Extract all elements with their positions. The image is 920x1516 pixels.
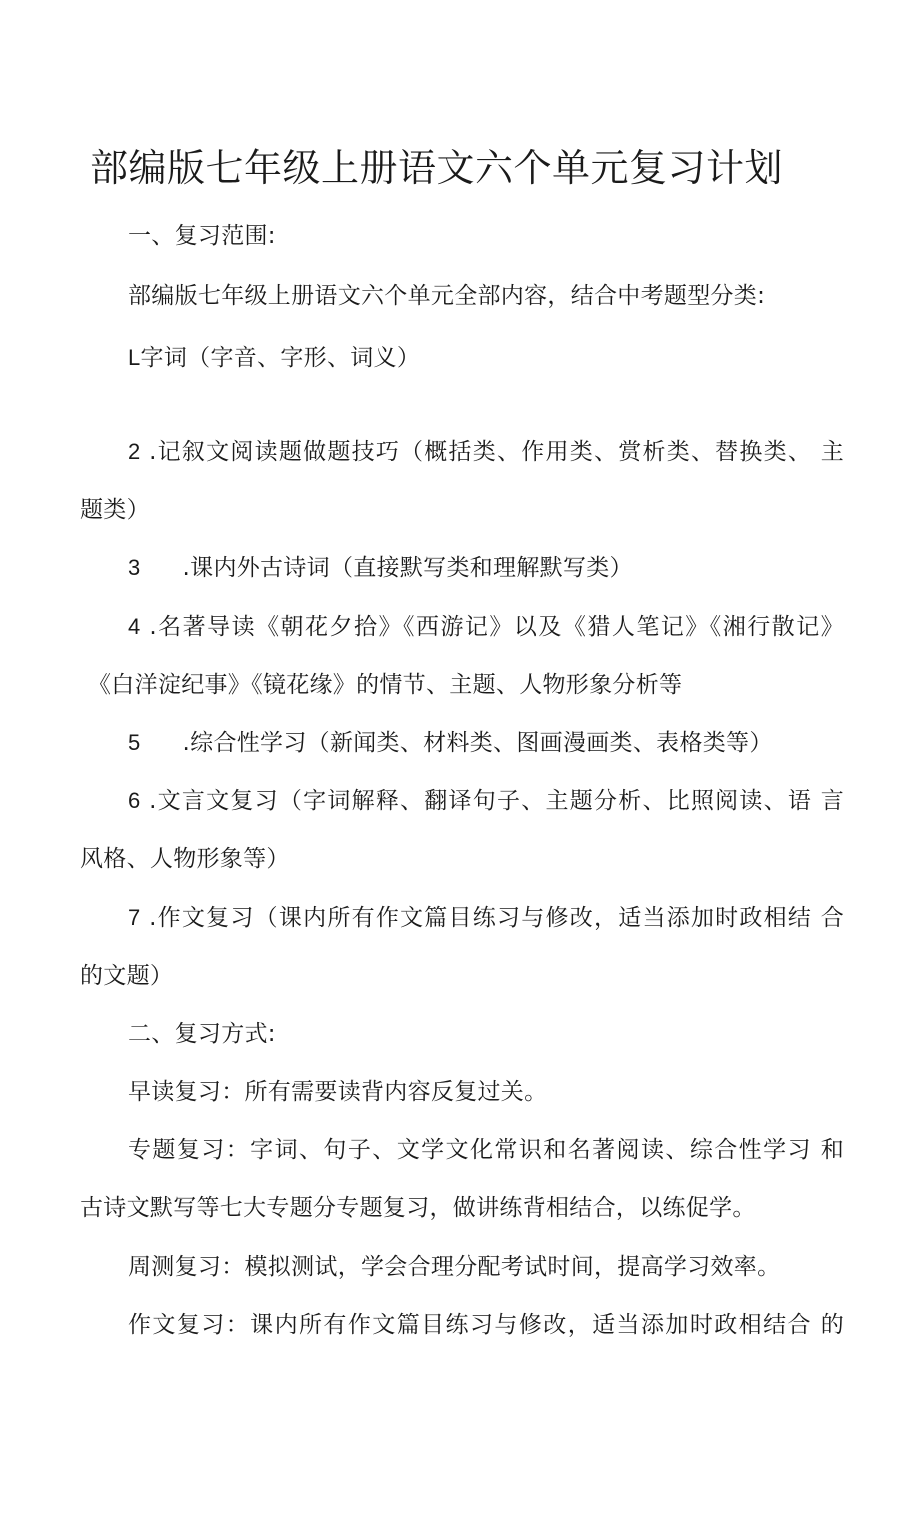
- item-text: 字词（字音、字形、词义）: [140, 345, 421, 371]
- item-text: .记叙文阅读题做题技巧（概括类、作用类、赏析类、替换类、 主: [149, 439, 844, 465]
- item-text: .名著导读《朝花夕拾》《西游记》以及《猎人笔记》《湘行散记》: [149, 614, 844, 640]
- item-continuation: 的文题）: [80, 963, 174, 989]
- item-continuation: 题类）: [80, 497, 150, 523]
- method-item: 作文复习：课内所有作文篇目练习与修改，适当添加时政相结合 的: [128, 1312, 844, 1338]
- document-title: 部编版七年级上册语文六个单元复习计划: [90, 146, 784, 190]
- list-item: [128, 553, 633, 583]
- item-number: 6: [128, 788, 141, 813]
- section-heading-methods: 二、复习方式:: [128, 1021, 276, 1047]
- item-number: 4: [128, 614, 141, 639]
- item-text: .文言文复习（字词解释、翻译句子、主题分析、比照阅读、语 言: [149, 788, 844, 814]
- item-text: .课内外古诗词（直接默写类和理解默写类）: [182, 555, 633, 581]
- item-number: 3: [128, 555, 141, 580]
- item-continuation: 风格、人物形象等）: [80, 846, 290, 872]
- method-continuation: 古诗文默写等七大专题分专题复习，做讲练背相结合，以练促学。: [80, 1195, 756, 1221]
- list-item: [128, 903, 844, 933]
- item-number: 2: [128, 439, 141, 464]
- item-continuation: 《白洋淀纪事》《镜花缘》的情节、主题、人物形象分析等: [88, 672, 683, 698]
- method-item: 专题复习：字词、句子、文学文化常识和名著阅读、综合性学习 和: [128, 1137, 844, 1163]
- item-number: L: [128, 345, 141, 370]
- list-item: [128, 343, 420, 373]
- list-item: [128, 786, 844, 816]
- method-item: 早读复习：所有需要读背内容反复过关。: [128, 1079, 548, 1105]
- item-text: .综合性学习（新闻类、材料类、图画漫画类、表格类等）: [182, 730, 773, 756]
- section-heading-scope: 一、复习范围:: [128, 223, 276, 249]
- list-item: [128, 612, 844, 642]
- list-item: [128, 728, 773, 758]
- scope-text: 部编版七年级上册语文六个单元全部内容，结合中考题型分类:: [128, 283, 766, 309]
- method-item: 周测复习：模拟测试，学会合理分配考试时间，提高学习效率。: [128, 1254, 781, 1280]
- item-number: 5: [128, 730, 141, 755]
- list-item: [128, 437, 844, 467]
- item-number: 7: [128, 905, 141, 930]
- item-text: .作文复习（课内所有作文篇目练习与修改，适当添加时政相结 合: [149, 905, 844, 931]
